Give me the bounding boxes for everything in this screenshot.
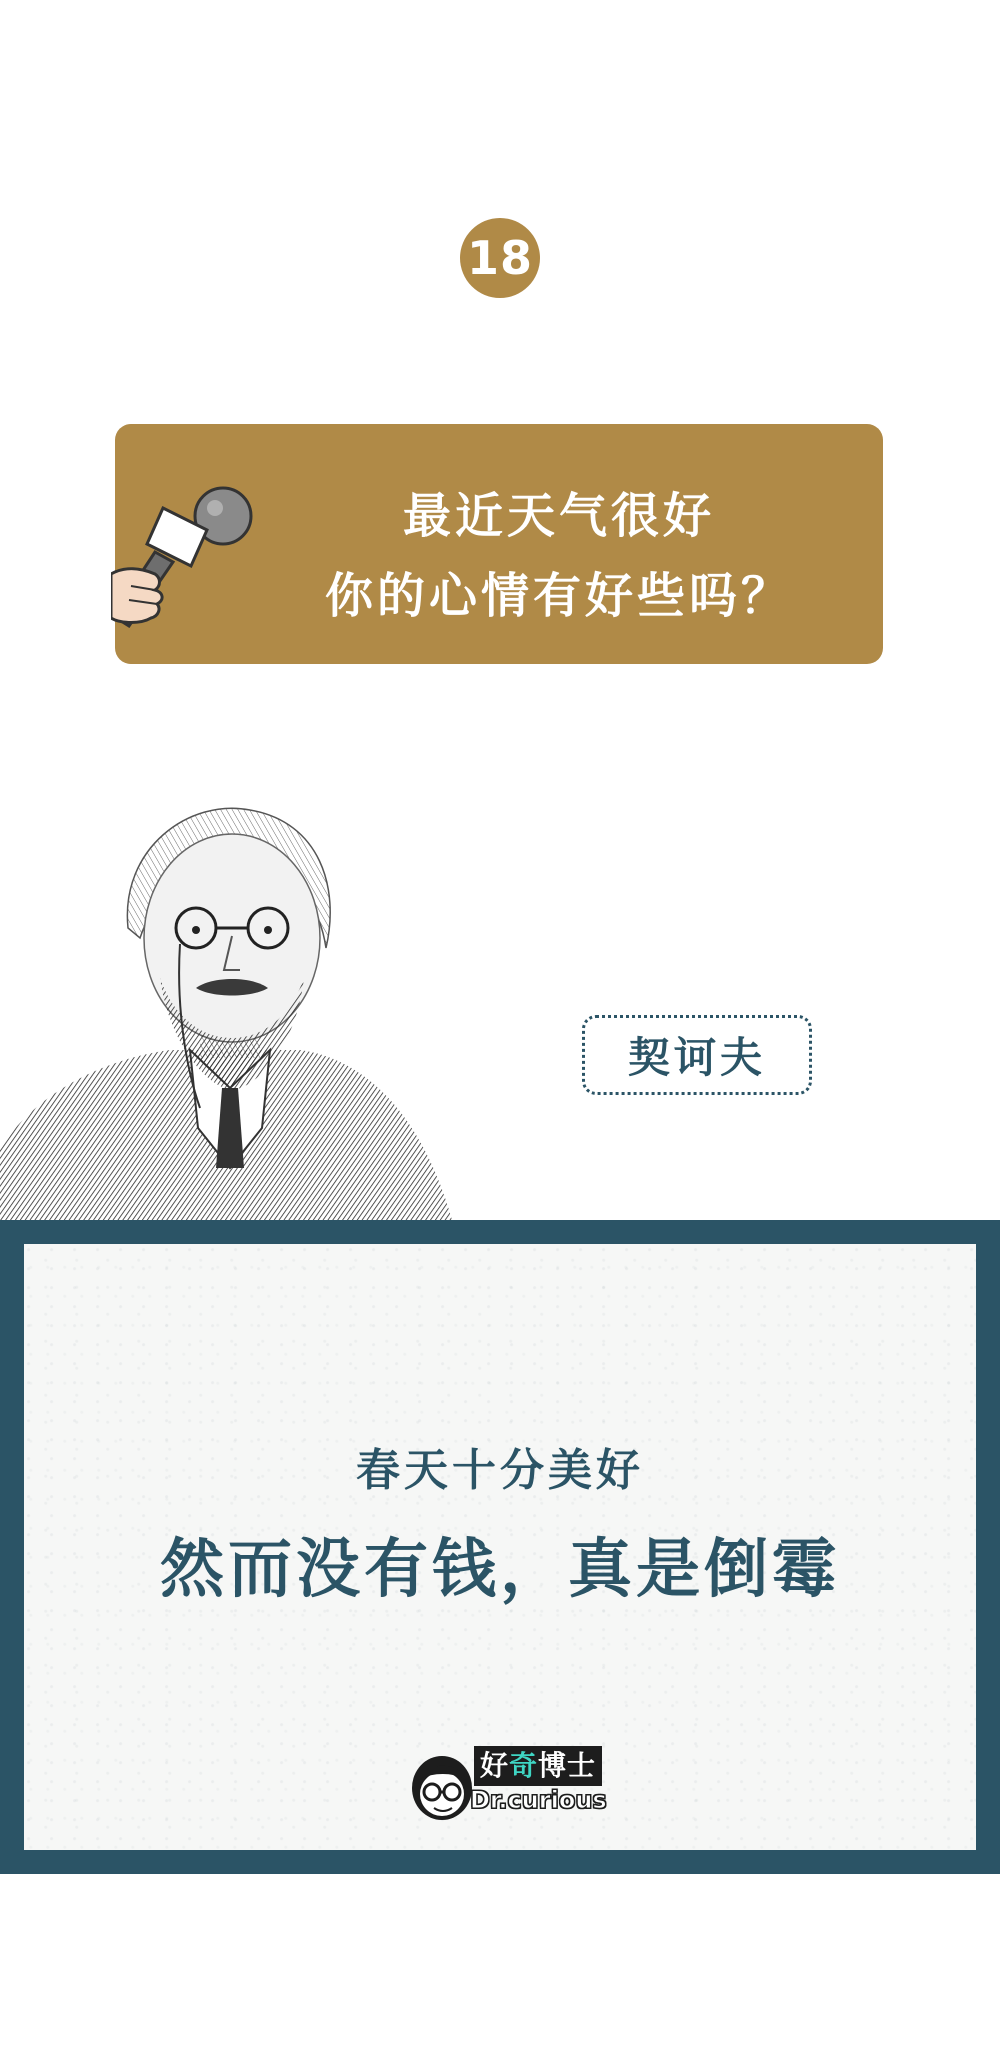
number-badge-text: 18 [466,231,533,285]
brand-name-part1: 好 [480,1749,510,1782]
brand-logo [404,1744,624,1824]
question-line-2: 你的心情有好些吗？ [324,568,793,624]
quote-line-2: 然而没有钱，真是倒霉 [160,1532,840,1607]
brand-name-part3: 博士 [538,1749,597,1782]
number-badge [460,218,540,298]
person-name: 契诃夫 [627,1033,766,1082]
question-banner [115,424,883,664]
brand-name-cn [474,1746,602,1786]
question-text [235,476,883,636]
brand-name-en: Dr.curious [470,1786,607,1814]
portrait-image [0,788,460,1220]
person-name-tag [582,1015,812,1095]
question-line-1: 最近天气很好 [402,488,715,544]
quote-paper [24,1244,976,1850]
quote-line-1: 春天十分美好 [356,1445,644,1496]
quote-card [0,1220,1000,1874]
brand-name-part2: 奇 [509,1749,539,1782]
